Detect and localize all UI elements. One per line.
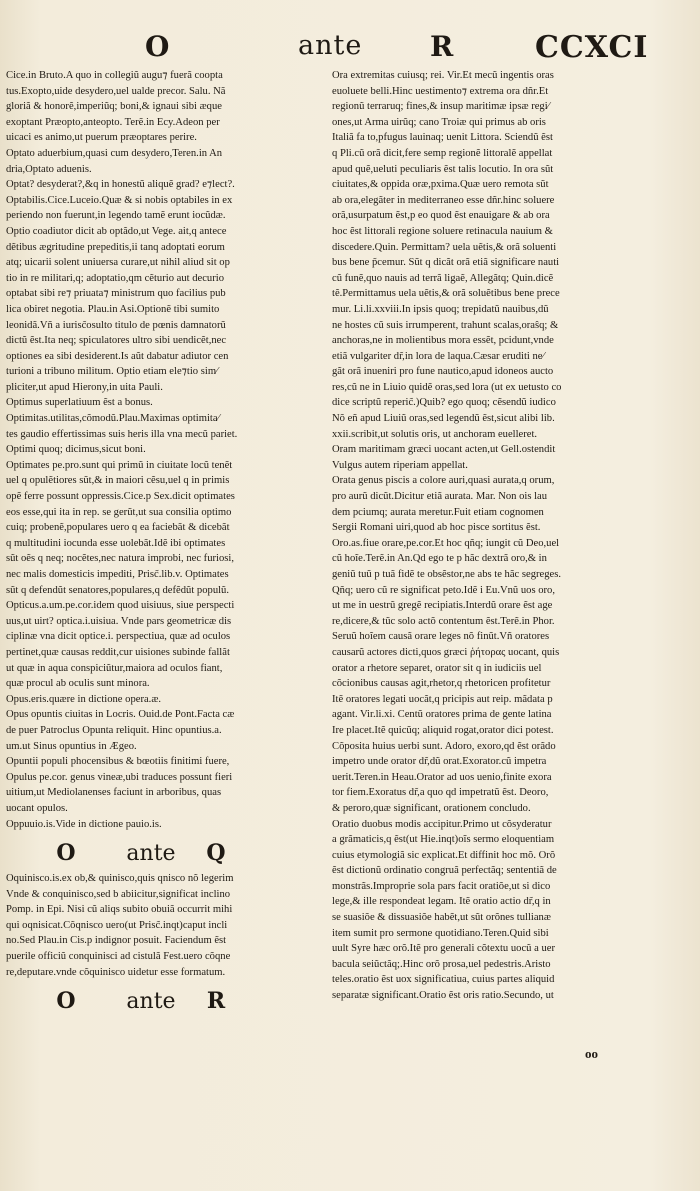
left-column-text <box>6 68 324 832</box>
text-line: no.Sed Plau.in Cis.p indignor posuit. Faciendum ẽst <box>6 935 227 947</box>
text-line: optiones ea sibi desiderent.Is aũt dabatur adiutor cen <box>6 350 229 362</box>
text-line: pro aurũ dicũt.Dicitur etiã aurata. Mar. Non ois lau <box>332 491 548 503</box>
text-line: Seruũ hoĩem causã orare leges nõ finũt.Vñ oratores <box>332 631 550 643</box>
text-line: cũ funẽ,quo nauis ad terrã ligaẽ, Allegãtq; Quin.dicẽ <box>332 272 554 284</box>
text-line: Cõposita huius uerbi sunt. Adoro, exoro,qd ẽst orãdo <box>332 740 556 752</box>
text-line: Optimitas.utilitas,cõmodũ.Plau.Maximas optimita⁄ <box>6 413 220 425</box>
text-line: dice scriptũ reperic̃.)Quib? ego quoq; cẽsendũ iudico <box>332 397 556 409</box>
text-line: gãt orã inueniri pro fune nautico,apud idoneos aucto <box>332 366 554 378</box>
text-line: Vulgus autem riperiam appellat. <box>332 459 468 471</box>
text-line: um.ut Sinus opuntius in Ægeo. <box>6 740 137 752</box>
text-line: item sumit pro sermone quotidiano.Teren.Quid sibi <box>332 927 549 939</box>
text-line: ut quæ in aqua conspiciũtur,maiora ad oculos fiant, <box>6 662 223 674</box>
text-line: quæ procul ab oculis sunt minora. <box>6 678 150 690</box>
text-line: Sergii Romani uiri,quod ab hoc pisce sortitus ẽst. <box>332 522 541 534</box>
section-heading-letter-left: O <box>56 840 76 867</box>
text-line: cũ hoĩe.Terẽ.in An.Qd ego te p hãc dextrã oro,& in <box>332 553 547 565</box>
text-line: uocant opulos. <box>6 802 68 814</box>
text-line: uerit.Teren.in Heau.Orator ad uos uenio,finite exora <box>332 771 552 783</box>
text-line: dem pciumq; aurata meretur.Fuit etiam cognomen <box>332 506 544 518</box>
text-line: puerile officiũ conquinisci ad cistulã Fest.uero cõqne <box>6 951 231 963</box>
text-line: anchoras,ne in molientibus mora essẽt, pcidunt,vnde <box>332 335 554 347</box>
text-line: orã,usurpatum ẽst,p eo quod ẽst enauigare & ab ora <box>332 210 550 222</box>
text-line: sũt q defendũt senatores,populares,q defẽdũt populũ. <box>6 584 230 596</box>
text-line: Ire placet.Itẽ quicũq; aliquid rogat,orator dici potest. <box>332 724 554 736</box>
text-line: orator a rhetore separet, orator sit q in iudiciis uel <box>332 662 542 674</box>
text-line: Oratio duobus modis accipitur.Primo ut cõsyderatur <box>332 818 552 830</box>
text-line: leonidã.Vñ a iurisc̃osulto titulo de pœnis damnatorũ <box>6 319 226 331</box>
text-line: uitium,ut Mediolanenses faciunt in arboribus, quas <box>6 787 222 799</box>
text-line: pertinet,quæ causas reddit,cur uisiones subinde fallãt <box>6 646 230 658</box>
text-line: tor fiem.Exoratus dr̃,a quo qd impetratũ ẽst. Deoro, <box>332 787 549 799</box>
left-column-text-2 <box>6 871 324 980</box>
text-line: pliciter,ut apud Hierony,in uita Pauli. <box>6 381 163 393</box>
text-line: atq; uicarii solent uniuersa curare,ut nihil aliud sit op <box>6 257 230 269</box>
text-line: Optimus superlatiuum ẽst a bonus. <box>6 397 153 409</box>
text-line: uus,ut uirt? optica.i.uisiua. Vnde pars geometricæ dis <box>6 615 232 627</box>
text-line: re,deputare.vnde cõquinisco uidetur esse formatum. <box>6 966 226 978</box>
section-heading-o-ante-q <box>6 838 324 869</box>
text-line: turioni a tribuno militum. Optio etiam ele⁊tio sim⁄ <box>6 366 218 378</box>
text-line: Optimates pe.pro.sunt qui primũ in ciuitate locũ tenẽt <box>6 459 233 471</box>
text-line: mur. Li.li.xxviii.In ipsis quoq; trepidatũ nauibus,dũ <box>332 303 549 315</box>
text-line: Optat? desyderat?,&q in honestũ aliquẽ grad? e⁊lect?. <box>6 179 235 191</box>
section-heading-o-ante-r <box>6 986 324 1017</box>
text-line: ut me in uestrũ gregẽ recipiatis.Interdũ orare ẽst age <box>332 600 553 612</box>
text-line: res,cũ ne in Liuio quidẽ oras,sed lora (ut ex uetusto co <box>332 381 562 393</box>
text-line: Optio coadiutor dicit ab optãdo,ut Vege. ait,q antece <box>6 225 227 237</box>
text-line: dictũ ẽst.Ita neq; spiculatores ultro sibi uendicẽt,nec <box>6 335 227 347</box>
text-line: ẽst dictionũ ordinatio congruã perfectãq; sententiã de <box>332 865 557 877</box>
text-line: Nõ eñ apud Liuiũ oras,sed legendũ ẽst,sicut alibi lib. <box>332 413 555 425</box>
text-line: periendo non fuerunt,in legendo tamẽ erunt iocũdæ. <box>6 210 226 222</box>
text-line: tio in re militari,q; adoptatio,qm cẽturio aut decurio <box>6 272 224 284</box>
text-line: Opticus.a.um.pe.cor.idem quod uisiuus, siue perspecti <box>6 600 235 612</box>
text-line: Oram maritimam græci uocant acten,ut Gell.ostendit <box>332 444 556 456</box>
text-line: Opulus pe.cor. genus vineæ,ubi traduces possunt fieri <box>6 771 233 783</box>
section-heading-letter-right: Q <box>206 840 226 867</box>
text-line: cõcionibus causas agit,rhetor,q rhetoricen profitetur <box>332 678 551 690</box>
text-line: qui oqnisicat.Cõqnisco uero(ut Prisc̃.inqt)caput incli <box>6 919 228 931</box>
text-line: apud quẽ,ueluti peculiaris ẽst talis locutio. In ora sũt <box>332 163 554 175</box>
text-line: ciplinæ vna dicit optice.i. perspectiua, quæ ad oculos <box>6 631 231 643</box>
text-line: opẽ ferre possunt oppressis.Cice.p Sex.dicit optimates <box>6 491 235 503</box>
text-line: Oro.as.fiue orare,pe.cor.Et hoc qñq; iungit cũ Deo,uel <box>332 537 560 549</box>
text-line: lege,& ille respondeat legam. Itẽ oratio actio dr̃,q in <box>332 896 551 908</box>
text-line: tes gaudio effertissimas suis heris illa vna mecũ pariet. <box>6 428 238 440</box>
text-line: ones,ut Arma uirũq; cano Troiæ qui primus ab oris <box>332 116 546 128</box>
text-line: Optato aduerbium,quasi cum desydero,Teren.in An <box>6 147 223 159</box>
text-line: Itẽ oratores legati uocãt,q pricipis aut reip. mãdata p <box>332 693 553 705</box>
text-line: euoluete belli.Hinc uestimento⁊ extrema ora dñr.Et <box>332 85 549 97</box>
header-letter-left: O <box>145 30 171 63</box>
text-line: ab ora,elegãter in mediterraneo esse dñr.hinc soluere <box>332 194 555 206</box>
left-column <box>6 68 324 1019</box>
text-line: Opus.eris.quære in dictione opera.æ. <box>6 693 162 705</box>
section-heading-letter-right: R <box>206 988 226 1015</box>
text-line: exoptant Præopto,anteopto. Terẽ.in Ecy.Adeon per <box>6 116 220 128</box>
section-heading-letter-left: O <box>56 988 76 1015</box>
text-line: Ora extremitas cuiusq; rei. Vir.Et mecũ ingentis oras <box>332 70 554 81</box>
text-line: optabat sibi re⁊ priuata⁊ ministrum quo facilius pub <box>6 288 226 300</box>
text-line: dẽtibus ægritudine prepeditis,ii tanq adoptati eorum <box>6 241 225 253</box>
header-letter-right: R <box>430 30 455 63</box>
text-line: geniũ tuũ p tuã fidẽ te obsẽstor,ne abs te hãc segreges. <box>332 569 562 580</box>
running-header <box>0 30 700 70</box>
header-word: ante <box>298 30 363 61</box>
text-line: tus.Exopto,uide desydero,uel ualde precor. Salu. Nã <box>6 85 226 97</box>
text-line: eos esse,qui ita in rep. se gerũt,ut sua consilia optimo <box>6 506 232 518</box>
signature-mark: oo <box>585 1046 598 1061</box>
right-column-text <box>332 68 692 1004</box>
folio-number: CCXCI <box>535 30 649 65</box>
text-line: q multitudini iocunda esse uolebãt.Idẽ ibi optimates <box>6 537 226 549</box>
text-line: xxii.scribit,ut solutis oris, ut anchoram euelleret. <box>332 428 538 440</box>
text-line: ciuitates,& oppida oræ,pxima.Quæ uero remota sũt <box>332 179 549 191</box>
text-line: Opuntii populi phocensibus & bœotiis finitimi fuere, <box>6 756 230 768</box>
text-line: re,dicere,& tũc solo actõ contentum ẽst.Terẽ.in Phor. <box>332 615 555 627</box>
text-line: Opus opuntis ciuitas in Locris. Ouid.de Pont.Facta cæ <box>6 709 235 721</box>
text-line: regionũ terraruq; fines,& insup maritimæ ipsæ regi⁄ <box>332 101 550 113</box>
text-line: q Pli.cũ orã dicit,fere semp regionẽ littoralẽ appellat <box>332 147 553 159</box>
text-line: uult Syre hæc orõ.Itẽ pro generali cõtextu uocũ a uer <box>332 943 555 955</box>
text-line: impetro unde orator dr̃,dũ orat.Exorator.cũ impetra <box>332 756 547 768</box>
text-line: monstrãs.Improprie sola pars facit oratiõe,ut si dico <box>332 880 551 892</box>
text-line: ne hostes cũ suis irrumperent, trahunt scalas,oraŝq; & <box>332 319 559 331</box>
text-line: Qñq; uero cũ re significat peto.Idẽ i Eu.Vnũ uos oro, <box>332 584 556 596</box>
text-line: & peroro,quæ significant, orationem concludo. <box>332 802 531 814</box>
text-line: a grãmaticis,q ẽst(ut Hie.inqt)oĩs sermo eloquentiam <box>332 834 555 846</box>
text-line: uicaci es animo,ut puerum præoptares perire. <box>6 132 197 144</box>
text-line: Optabilis.Cice.Luceio.Quæ & si nobis optabiles in ex <box>6 194 233 206</box>
text-line: bus bene p̃cemur. Sũt q dicãt orã etiã significare nauti <box>332 257 560 269</box>
text-line: agant. Vir.li.xi. Centũ oratores prima de gente latina <box>332 709 552 721</box>
text-line: causarũ actores dicti,quos græci ῥήτορας uocant, quis <box>332 646 560 658</box>
text-line: teles.oratio ẽst uox significatiua, cuius partes aliquid <box>332 974 555 986</box>
right-column <box>332 68 692 1004</box>
text-line: de puer Patroclus Opunta reliquit. Hinc opuntius.a. <box>6 724 222 736</box>
text-line: Pomp. in Epi. Nisi cũ aliqs subito obuiã occurrit mihi <box>6 904 233 916</box>
text-line: separatæ significant.Oratio ẽst oris ratio.Secundo, ut <box>332 990 554 1002</box>
text-line: etiã vulgariter dr̃,in lora de laqua.Cæsar eruditi ne⁄ <box>332 350 545 362</box>
section-heading-word: ante <box>126 989 176 1015</box>
text-line: dria,Optato aduenis. <box>6 163 92 175</box>
text-line: Cice.in Bruto.A quo in collegiũ augu⁊ fuerã coopta <box>6 70 223 81</box>
text-line: bacula seiũctãq;.Hinc orõ prosa,uel pedestris.Aristo <box>332 958 551 970</box>
text-line: tẽ.Permittamus uela uẽtis,& orã soluẽtibus bene prece <box>332 288 560 300</box>
text-line: uel q opulẽtiores sũt,& in maiori cẽsu,uel q in primis <box>6 475 230 487</box>
text-line: Orata genus piscis a colore auri,quasi aurata,q orum, <box>332 475 555 487</box>
text-line: Vnde & conquinisco,sed b abiicitur,significat inclino <box>6 888 231 900</box>
text-line: gloriã & honorẽ,imperiũq; boni,& ignaui sibi æque <box>6 101 222 113</box>
text-line: Optimi quoq; dicimus,sicut boni. <box>6 444 146 456</box>
text-line: cuius etymologiã sic explicat.Et diffinit hoc mõ. Orõ <box>332 849 556 861</box>
text-line: discedere.Quin. Permittam? uela uẽtis,& orã soluenti <box>332 241 557 253</box>
text-line: Oquinisco.is.ex ob,& quinisco,quis qnisco nõ legerim <box>6 873 234 885</box>
text-line: sũt oẽs q neq; nocẽtes,nec natura improbi, nec furiosi, <box>6 553 234 565</box>
text-line: nec malis domesticis impediti, Prisc̃.lib.v. Optimates <box>6 569 229 580</box>
text-line: se suasiõe & dissuasiõe habẽt,ut sũt orõnes tullianæ <box>332 912 551 924</box>
section-heading-word: ante <box>126 841 176 867</box>
text-line: lica obiret negotia. Plau.in Asi.Optionẽ tibi sumito <box>6 303 220 315</box>
text-line: Italiã fa to,pfugus lauinaq; uenit Littora. Sciendũ ẽst <box>332 132 553 144</box>
text-line: Oppuuio.is.Vide in dictione pauio.is. <box>6 818 162 830</box>
text-line: cuiq; probenẽ,populares uero q ea faciebãt & dicebãt <box>6 522 230 534</box>
text-line: hoc ẽst littorali regione soluere retinacula nauium & <box>332 225 553 237</box>
